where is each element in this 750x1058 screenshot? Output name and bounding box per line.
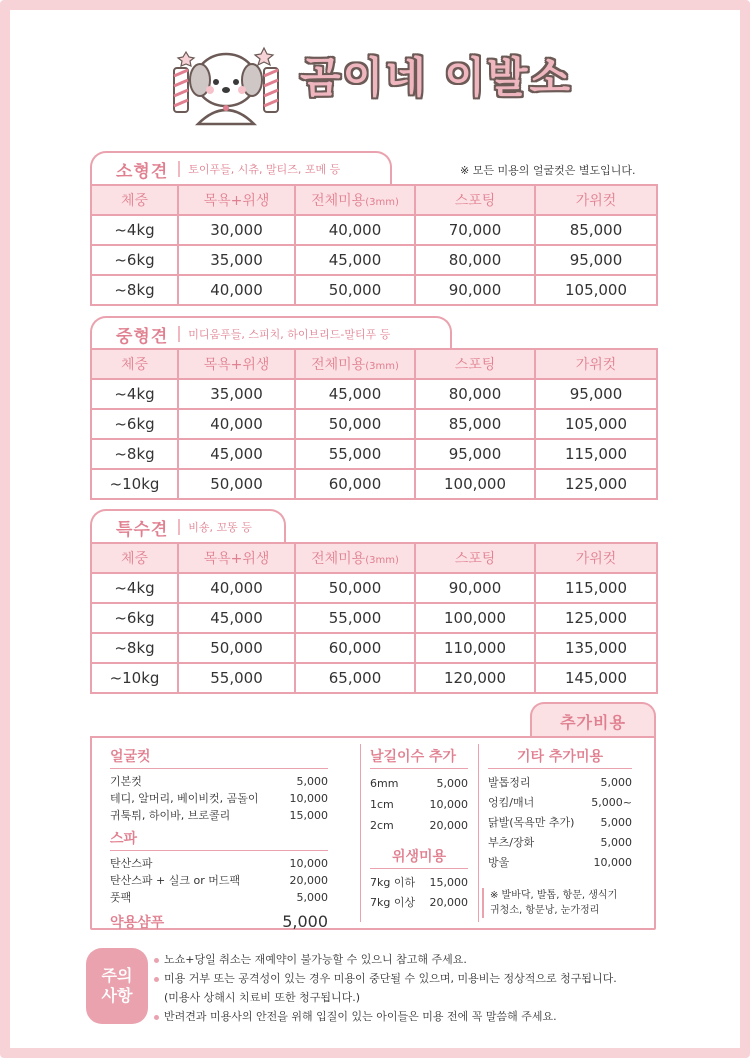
face-cut-note: ※ 모든 미용의 얼굴컷은 별도입니다. [460, 164, 636, 177]
list-item: 엉킴/매너 5,000~ [488, 796, 632, 809]
table-row: ~8kg 45,000 55,000 95,000 115,000 [91, 439, 657, 469]
table-header-row [91, 543, 657, 573]
list-item: 1cm 10,000 [370, 798, 468, 811]
col-scissor: 가위컷 [535, 543, 657, 573]
list-item: 탄산스파 10,000 [110, 857, 328, 870]
small-dog-desc: 토이푸들, 시츄, 말티즈, 포메 등 [178, 161, 340, 177]
table-row: ~4kg 35,000 45,000 80,000 95,000 [91, 379, 657, 409]
list-item: 6mm 5,000 [370, 777, 468, 790]
page-title: 곰이네 이발소 [300, 53, 573, 102]
blade-title: 날길이수 추가 [370, 746, 468, 769]
list-item: 부츠/장화 5,000 [488, 836, 632, 849]
face-cut-section [110, 746, 328, 932]
caution-badge: 주의 사항 [86, 948, 148, 1024]
caution-item: (미용사 상해시 치료비 또한 청구됩니다.) [164, 991, 361, 1004]
col-full-groom: 전체미용(3mm) [295, 349, 415, 379]
dog-barber-logo [168, 40, 286, 130]
caution-item: 미용 거부 또는 공격성이 있는 경우 미용이 중단될 수 있으며, 미용비는 정상적으로 청구됩니다. [154, 969, 617, 988]
col-weight: 체중 [91, 543, 178, 573]
divider [478, 744, 479, 922]
face-cut-title: 얼굴컷 [110, 746, 328, 769]
caution-item: 반려견과 미용사의 안전을 위해 입질이 있는 아이들은 미용 전에 꼭 말씀해 주세요. [154, 1007, 617, 1026]
list-item: 7kg 이하 15,000 [370, 876, 468, 889]
divider [360, 744, 361, 922]
medium-dog-title: 중형견 [116, 326, 169, 347]
extra-cost-tab: 추가비용 [530, 702, 656, 738]
table-header-row [91, 185, 657, 215]
col-full-groom: 전체미용(3mm) [295, 543, 415, 573]
col-bath: 목욕+위생 [178, 349, 295, 379]
small-dog-price-table [90, 184, 658, 306]
medium-dog-desc: 미디움푸들, 스피치, 하이브리드-말티푸 등 [178, 326, 390, 342]
list-item: 닭발(목욕만 추가) 5,000 [488, 816, 632, 829]
list-item: 귀툭튀, 하이바, 브로콜리 15,000 [110, 809, 328, 822]
col-sporting: 스포팅 [415, 543, 535, 573]
caution-list [154, 950, 617, 1026]
etc-section [488, 746, 632, 873]
table-row: ~6kg 45,000 55,000 100,000 125,000 [91, 603, 657, 633]
spa-title: 스파 [110, 828, 328, 851]
list-item: 기본컷 5,000 [110, 775, 328, 788]
hygiene-remark: ※ 발바닥, 발톱, 항문, 생식기 귀청소, 항문낭, 눈가정리 [482, 888, 617, 918]
table-row: ~6kg 35,000 45,000 80,000 95,000 [91, 245, 657, 275]
col-weight: 체중 [91, 349, 178, 379]
list-item: 풋팩 5,000 [110, 891, 328, 904]
list-item: 테디, 알머리, 베이비컷, 곰돌이 10,000 [110, 792, 328, 805]
col-full-groom: 전체미용(3mm) [295, 185, 415, 215]
table-row: ~4kg 40,000 50,000 90,000 115,000 [91, 573, 657, 603]
hygiene-title: 위생미용 [370, 846, 468, 869]
table-row: ~6kg 40,000 50,000 85,000 105,000 [91, 409, 657, 439]
col-weight: 체중 [91, 185, 178, 215]
medium-dog-tab [90, 316, 452, 350]
list-item: 2cm 20,000 [370, 819, 468, 832]
blade-section [370, 746, 468, 913]
list-item: 발톱정리 5,000 [488, 776, 632, 789]
table-row: ~8kg 50,000 60,000 110,000 135,000 [91, 633, 657, 663]
table-row: ~10kg 55,000 65,000 120,000 145,000 [91, 663, 657, 693]
small-dog-title: 소형견 [116, 161, 169, 182]
caution-item: 노쇼+당일 취소는 재예약이 불가능할 수 있으니 참고해 주세요. [154, 950, 617, 969]
list-item: 7kg 이상 20,000 [370, 896, 468, 909]
table-row: ~8kg 40,000 50,000 90,000 105,000 [91, 275, 657, 305]
col-sporting: 스포팅 [415, 185, 535, 215]
table-row: ~4kg 30,000 40,000 70,000 85,000 [91, 215, 657, 245]
small-dog-tab [90, 151, 392, 185]
special-dog-price-table [90, 542, 658, 694]
col-scissor: 가위컷 [535, 349, 657, 379]
list-item: 방울 10,000 [488, 856, 632, 869]
etc-title: 기타 추가미용 [488, 746, 632, 769]
table-row: ~10kg 50,000 60,000 100,000 125,000 [91, 469, 657, 499]
col-scissor: 가위컷 [535, 185, 657, 215]
col-sporting: 스포팅 [415, 349, 535, 379]
special-dog-tab [90, 509, 286, 543]
col-bath: 목욕+위생 [178, 543, 295, 573]
special-dog-title: 특수견 [116, 519, 169, 540]
list-item: 탄산스파 + 실크 or 머드팩 20,000 [110, 874, 328, 887]
medicated-shampoo: 약용샴푸 5,000 [110, 912, 328, 931]
col-bath: 목욕+위생 [178, 185, 295, 215]
medium-dog-price-table [90, 348, 658, 500]
table-header-row [91, 349, 657, 379]
special-dog-desc: 비숑, 꼬똥 등 [178, 519, 252, 535]
